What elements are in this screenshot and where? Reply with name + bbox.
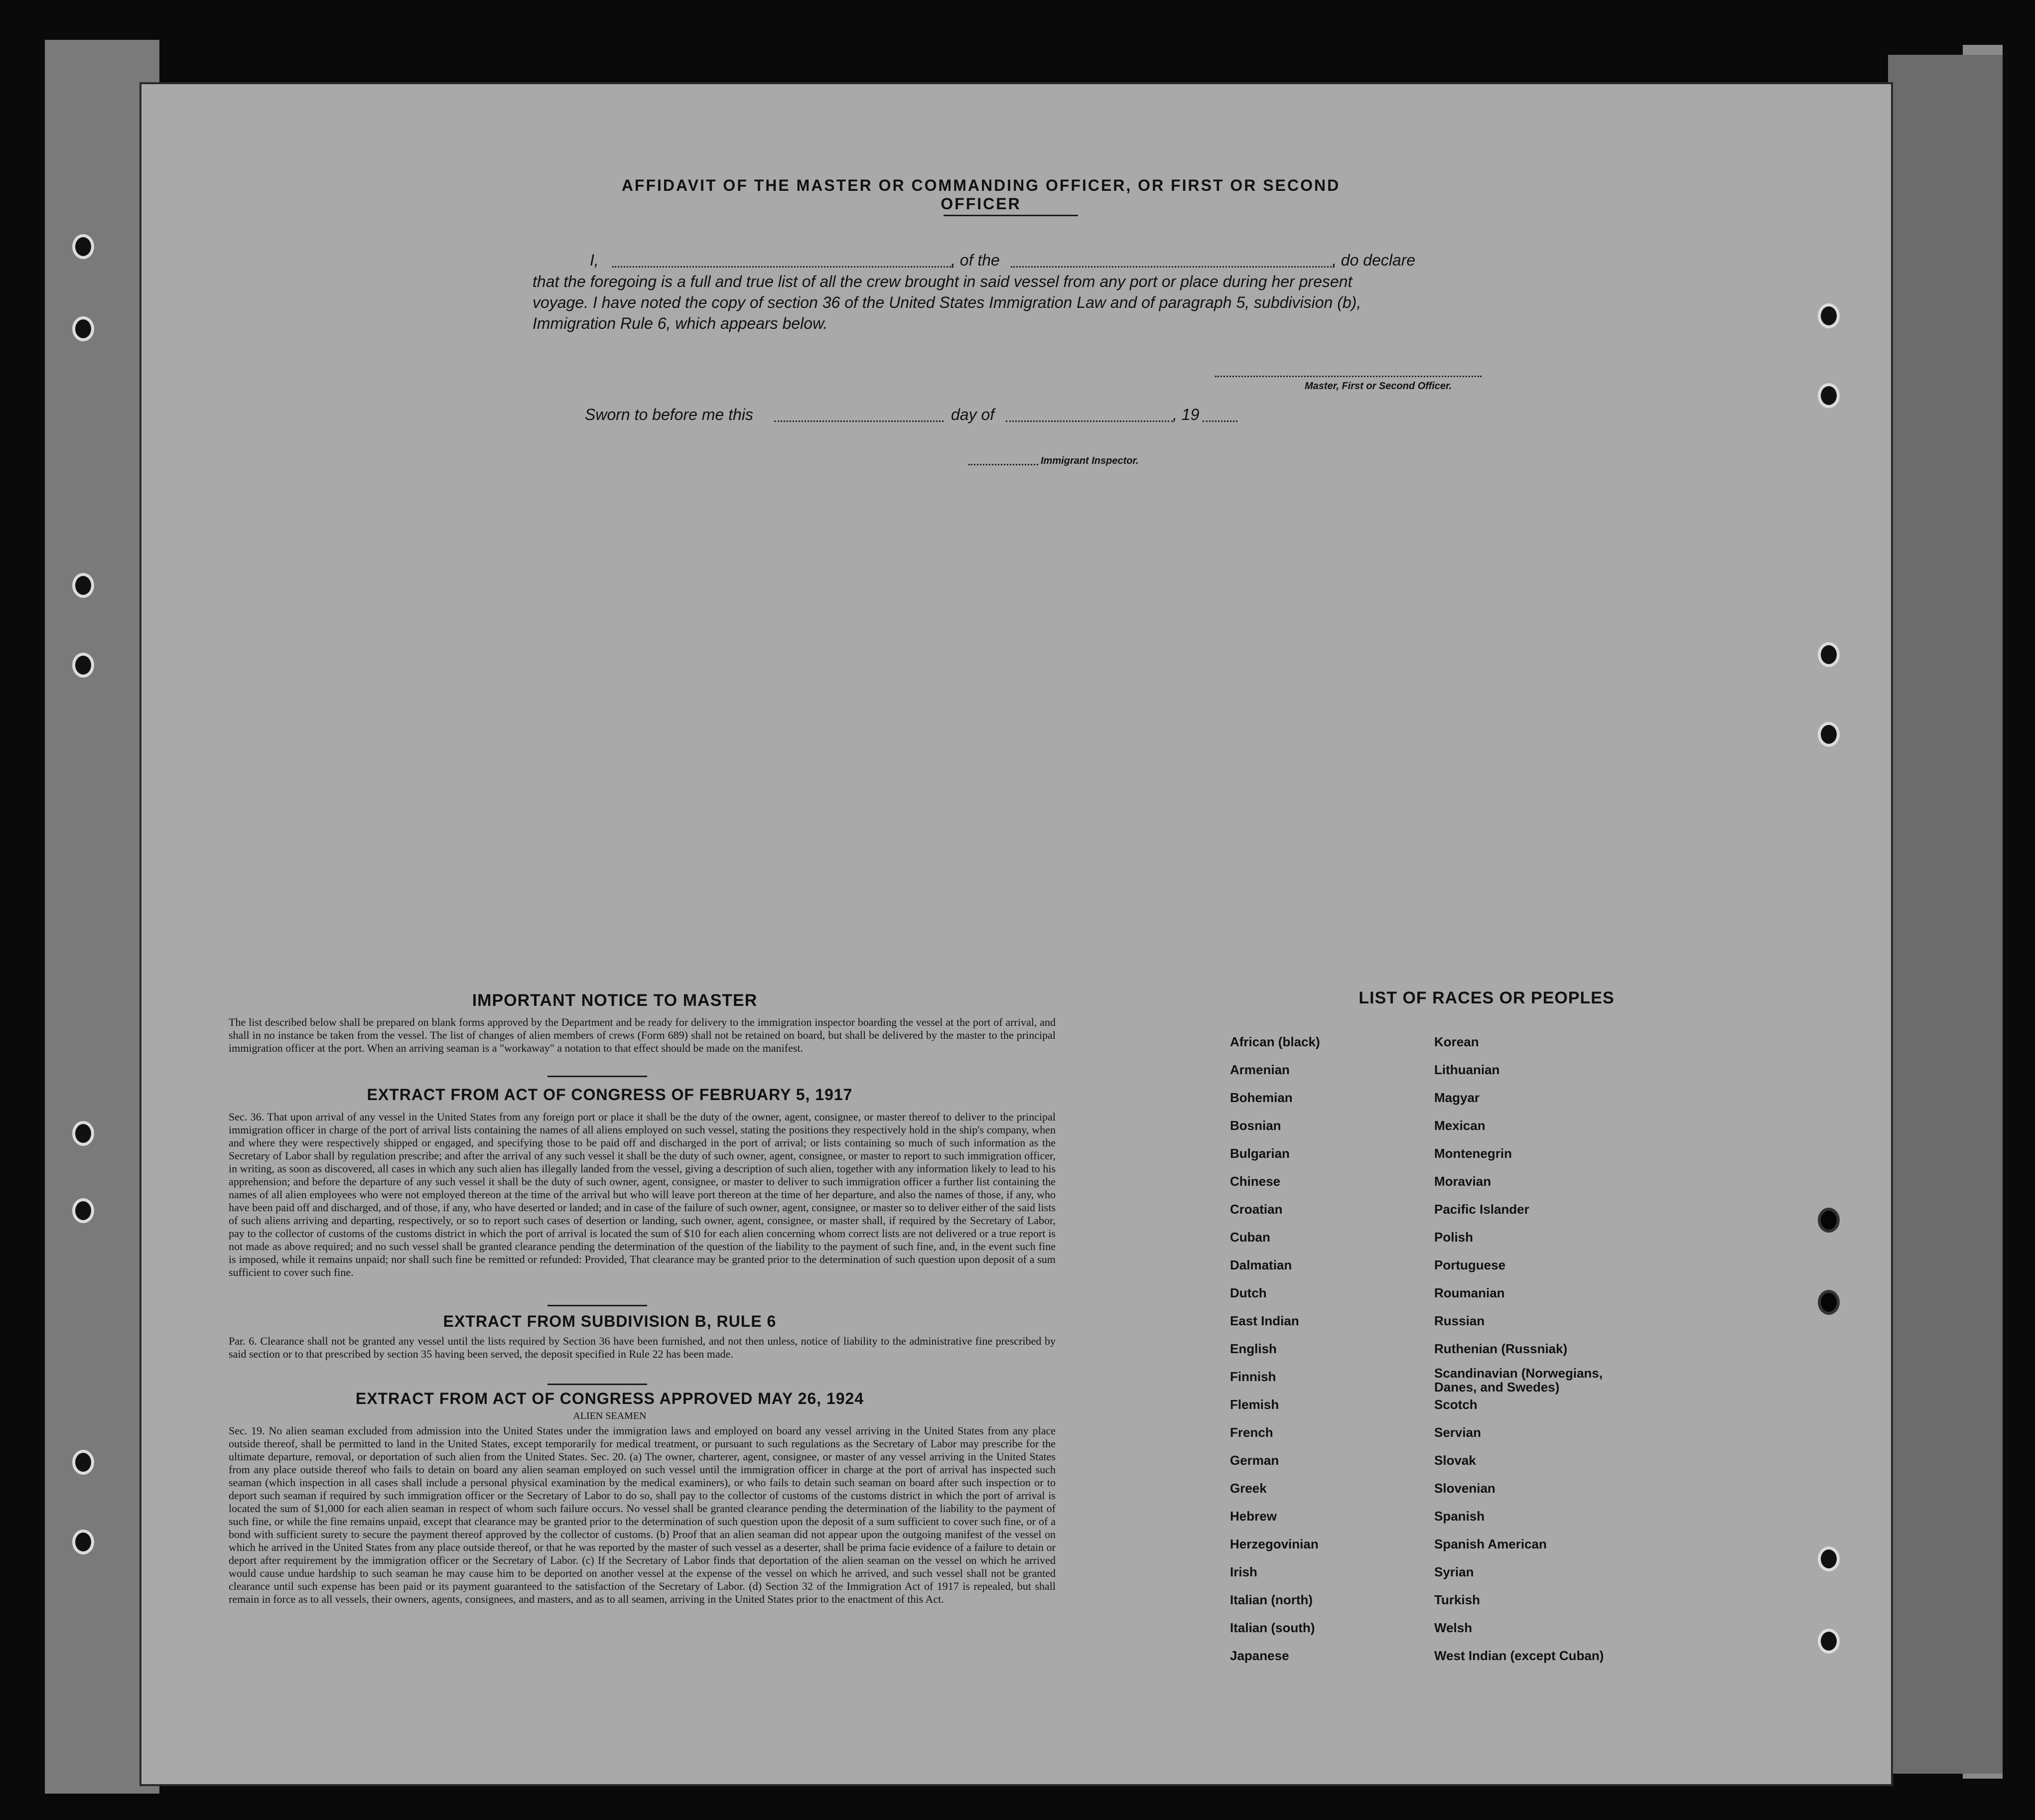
sworn-day-of: day of — [951, 406, 995, 423]
race-item: Irish — [1230, 1564, 1257, 1579]
race-item: Spanish American — [1434, 1537, 1547, 1551]
vessel-field[interactable] — [1011, 266, 1335, 268]
punch-hole-icon — [1818, 1208, 1840, 1233]
punch-hole-icon — [72, 573, 94, 598]
punch-hole-icon — [1818, 1290, 1840, 1315]
rule6-title: EXTRACT FROM SUBDIVISION B, RULE 6 — [443, 1312, 777, 1330]
race-item: Italian (north) — [1230, 1592, 1313, 1607]
divider — [944, 215, 1078, 216]
race-item: Flemish — [1230, 1397, 1279, 1412]
affidavit-line2: that the foregoing is a full and true list of all the crew brought in said vessel from any port or place during her present — [533, 273, 1353, 290]
punch-hole-icon — [72, 1198, 94, 1223]
notice-body: The list described below shall be prepared on blank forms approved by the Department and be ready for delivery to the immigration inspector boarding the vessel at the port of arrival, and shall in no instance be taken from the vessel. The list of changes of alien members of crews (Form 689) shall not be retained on board, but shall be delivered by the master to the principal immigration officer at the port. When an arriving seaman is a "workaway" a notation to that effect should be made on the manifest. — [229, 1016, 1056, 1054]
scan-edge-right — [1888, 55, 2003, 1774]
race-item: Magyar — [1434, 1090, 1480, 1105]
race-item: Hebrew — [1230, 1509, 1277, 1524]
punch-hole-icon — [72, 316, 94, 341]
race-item: Polish — [1434, 1230, 1474, 1245]
race-item: African (black) — [1230, 1034, 1320, 1049]
race-item: Slovak — [1434, 1453, 1476, 1468]
punch-hole-icon — [72, 1530, 94, 1554]
race-item: Spanish — [1434, 1509, 1485, 1524]
name-field[interactable] — [612, 266, 953, 268]
signature-field[interactable] — [1215, 376, 1482, 377]
race-item: Mexican — [1434, 1118, 1486, 1133]
punch-hole-icon — [1818, 1629, 1840, 1654]
race-item: Montenegrin — [1434, 1146, 1512, 1161]
extract-1924-body: Sec. 19. No alien seaman excluded from admission into the United States under the immigration laws and employed on board any vessel arriving in the United States from any place outside thereof, shall be permitted to land in the United States, except temporarily for medical treatment, or pursuant to such regulations as the Secretary of Labor may prescribe for the ultimate departure, removal, or deportation of such alien from the United States. Sec. 20. (a) The owner, charterer, agent, consignee, or master of any vessel arriving in the United States from any place outside thereof who fails to detain on board any alien seaman employed on such vessel until the immigration officer in charge at the port of arrival has inspected such seaman (which inspection in all cases shall include a personal physical examination by the medical examiners), or who fails to detain such seaman on board after such inspection or to deport such seaman if required by such immigration officer or the Secretary of Labor to do so, shall pay to the collector of customs of the customs district in which the port of arrival is located the sum of $1,000 for each alien seaman in respect of whom such failure occurs. No vessel shall be granted clearance pending the determination of the liability to the payment of such fine, or while the fine remains unpaid, except that clearance may be granted prior to the determination of such question upon the deposit of a sum sufficient to cover such fine, or of a bond with sufficient surety to secure the payment thereof approved by the collector of customs. (b) Proof that an alien seaman did not appear upon the outgoing manifest of the vessel on which he arrived in the United States from any place outside thereof, or that he was reported by the master of such vessel as a deserter, shall be prima facie evidence of a failure to detain or deport after requirement by the immigration officer or the Secretary of Labor. (c) If the Secretary of Labor finds that deportation of the alien seaman on the vessel on which he arrived would cause undue hardship to such seaman he may cause him to be deported on another vessel at the expense of the vessel on which he arrived, and such vessel shall not be granted clearance until such expense has been paid or its payment guaranteed to the satisfaction of the Secretary of Labor. (d) Section 32 of the Immigration Act of 1917 is repealed, but shall remain in force as to all vessels, their owners, agents, consignees, and masters, and as to all seamen, arriving in the United States prior to the enactment of this Act. — [229, 1424, 1056, 1605]
punch-hole-icon — [72, 653, 94, 678]
punch-hole-icon — [1818, 383, 1840, 408]
divider — [547, 1384, 647, 1385]
manifest-page — [139, 82, 1893, 1786]
affidavit-line4: Immigration Rule 6, which appears below. — [533, 314, 828, 332]
extract-1924-title: EXTRACT FROM ACT OF CONGRESS APPROVED MAY 26, 1924 — [355, 1390, 864, 1407]
race-item: Dutch — [1230, 1285, 1267, 1300]
punch-hole-icon — [72, 234, 94, 259]
race-item: Bulgarian — [1230, 1146, 1290, 1161]
races-title: LIST OF RACES OR PEOPLES — [1358, 988, 1615, 1007]
race-item: Bohemian — [1230, 1090, 1293, 1105]
signature-caption: Master, First or Second Officer. — [1305, 381, 1452, 392]
affidavit-declare: , do declare — [1332, 251, 1416, 269]
inspector-caption: Immigrant Inspector. — [1041, 455, 1139, 466]
extract-1917-body: Sec. 36. That upon arrival of any vessel in the United States from any foreign port or place it shall be the duty of the owner, agent, consignee, or master thereof to deliver to the principal immigration officer in charge of the port of arrival lists containing the names of all aliens employed on such vessel, stating the positions they respectively hold in the ship's company, when and where they were respectively shipped or engaged, and specifying those to be paid off and discharged in the port of arrival; or lists containing so much of such information as the Secretary of Labor shall by regulation prescribe; and after the arrival of any such vessel it shall be the duty of such owner, agent, consignee, or master to report to such immigration officer, in writing, as soon as discovered, all cases in which any such alien has illegally landed from the vessel, giving a description of such alien, together with any information likely to lead to his apprehension; and before the departure of any such vessel it shall be the duty of such owner, agent, consignee, or master to deliver to such immigration officer a further list containing the names of all alien employees who were not employed thereon at the time of the arrival but who will leave port thereon at the time of her departure, and also the names of those, if any, who have been paid off and discharged, and of those, if any, who have deserted or landed; and in case of the failure of such owner, agent, consignee, or master so to deliver either of the said lists of such aliens arriving and departing, respectively, or so to report such cases of desertion or landing, such owner, agent, consignee, or master shall, if required by the Secretary of Labor, pay to the collector of customs of the customs district in which the port of arrival is located the sum of $10 for each alien concerning whom correct lists are not delivered or a true report is not made as above required; and no such vessel shall be granted clearance pending the determination of the question of the liability to the payment of such fine, and, in the event such fine is imposed, while it remains unpaid; nor shall such fine be remitted or refunded: Provided, That clearance may be granted prior to the determination of such question upon deposit of a sum sufficient to cover such fine. — [229, 1111, 1056, 1278]
sworn-day-field[interactable] — [774, 420, 944, 422]
race-item: Russian — [1434, 1313, 1485, 1328]
rule6-body: Par. 6. Clearance shall not be granted any vessel until the lists required by Section 36 have been furnished, and not then unless, notice of liability to the administrative fine prescribed by said section or to that prescribed by section 35 having been served, the deposit specified in Rule 22 has been made. — [229, 1335, 1056, 1360]
race-item: West Indian (except Cuban) — [1434, 1648, 1604, 1663]
inspector-field[interactable] — [968, 464, 1038, 465]
affidavit-line3: voyage. I have noted the copy of section 36 of the United States Immigration Law and of paragraph 5, subdivision (b), — [533, 293, 1361, 311]
sworn-prefix: Sworn to before me this — [585, 406, 753, 423]
race-item: Bosnian — [1230, 1118, 1281, 1133]
race-item: East Indian — [1230, 1313, 1299, 1328]
race-item: Portuguese — [1434, 1258, 1506, 1272]
race-item: Servian — [1434, 1425, 1481, 1440]
affidavit-of-the: , of the — [951, 251, 1000, 269]
sworn-year: , 19 — [1173, 406, 1200, 423]
race-item: Roumanian — [1434, 1285, 1505, 1300]
race-item: Cuban — [1230, 1230, 1270, 1245]
punch-hole-icon — [1818, 1546, 1840, 1571]
race-item: Dalmatian — [1230, 1258, 1292, 1272]
race-item: Ruthenian (Russniak) — [1434, 1341, 1568, 1356]
notice-title: IMPORTANT NOTICE TO MASTER — [472, 991, 758, 1010]
sworn-year-field[interactable] — [1203, 420, 1237, 422]
divider — [547, 1076, 647, 1077]
race-item: Japanese — [1230, 1648, 1289, 1663]
race-item: Lithuanian — [1434, 1062, 1500, 1077]
race-item: Armenian — [1230, 1062, 1290, 1077]
punch-hole-icon — [72, 1450, 94, 1475]
race-item: Korean — [1434, 1034, 1479, 1049]
sworn-month-field[interactable] — [1006, 420, 1173, 422]
extract-1917-title: EXTRACT FROM ACT OF CONGRESS OF FEBRUARY 5, 1917 — [367, 1086, 853, 1104]
race-item: Greek — [1230, 1481, 1267, 1496]
punch-hole-icon — [72, 1121, 94, 1146]
race-item: Scotch — [1434, 1397, 1478, 1412]
punch-hole-icon — [1818, 303, 1840, 328]
race-item: Pacific Islander — [1434, 1202, 1529, 1217]
race-item: Croatian — [1230, 1202, 1283, 1217]
divider — [547, 1305, 647, 1306]
race-item: Slovenian — [1434, 1481, 1495, 1496]
extract-1924-subtitle: ALIEN SEAMEN — [573, 1410, 647, 1421]
race-item: Finnish — [1230, 1369, 1276, 1384]
race-item: Moravian — [1434, 1174, 1492, 1189]
race-item: English — [1230, 1341, 1277, 1356]
race-item: Turkish — [1434, 1592, 1480, 1607]
race-item: Herzegovinian — [1230, 1537, 1319, 1551]
affidavit-title: AFFIDAVIT OF THE MASTER OR COMMANDING OFFICER, OR FIRST OR SECOND OFFICER — [621, 176, 1341, 213]
race-item: Scandinavian (Norwegians, Danes, and Swedes) — [1434, 1366, 1603, 1395]
punch-hole-icon — [1818, 722, 1840, 747]
race-item: Welsh — [1434, 1620, 1473, 1635]
race-item: French — [1230, 1425, 1273, 1440]
affidavit-i: I, — [590, 251, 599, 269]
race-item: Syrian — [1434, 1564, 1474, 1579]
race-item: Chinese — [1230, 1174, 1281, 1189]
race-item: Italian (south) — [1230, 1620, 1315, 1635]
punch-hole-icon — [1818, 642, 1840, 667]
race-item: German — [1230, 1453, 1279, 1468]
